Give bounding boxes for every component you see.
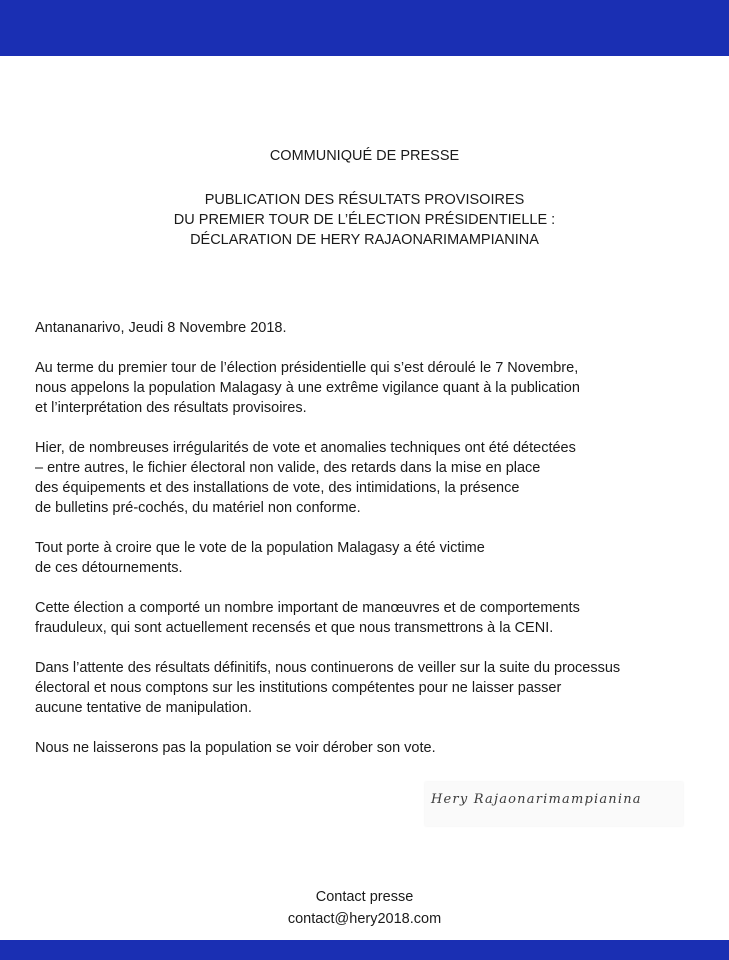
paragraph-line: Dans l’attente des résultats définitifs, nous continuerons de veiller sur la suite du processus [35,660,621,676]
paragraph-line: – entre autres, le fichier électoral non valide, des retards dans la mise en place [35,460,541,476]
paragraph-line: Tout porte à croire que le vote de la population Malagasy a été victime [35,540,485,556]
signature-block [425,782,683,826]
paragraph-line: Nous ne laisserons pas la population se voir dérober son vote. [35,740,436,756]
paragraph-line: électoral et nous comptons sur les institutions compétentes pour ne laisser passer [35,680,562,696]
paragraph [35,538,725,578]
paragraph [35,738,725,758]
paragraph [35,438,725,518]
press-release-heading: COMMUNIQUÉ DE PRESSE [269,148,460,164]
paragraph-line: frauduleux, qui sont actuellement recensés et que nous transmettrons à la CENI. [35,620,554,636]
signature: Hery Rajaonarimampianina [431,792,642,807]
paragraph-line: Cette élection a comporté un nombre important de manœuvres et de comportements [35,600,580,616]
paragraph-line: Au terme du premier tour de l’élection présidentielle qui s’est déroulé le 7 Novembre, [35,360,579,376]
contact-email: contact@hery2018.com [287,911,442,927]
title-line: DÉCLARATION DE HERY RAJAONARIMAMPIANINA [190,232,539,248]
paragraph-line: de ces détournements. [35,560,183,576]
title-line: PUBLICATION DES RÉSULTATS PROVISOIRES [204,192,525,208]
contact-label: Contact presse [315,889,414,905]
paragraph-line: des équipements et des installations de vote, des intimidations, la présence [35,480,520,496]
paragraph [35,358,725,418]
press-release-title [0,190,729,250]
paragraph-line: et l’interprétation des résultats provisoires. [35,400,307,416]
document-body [35,318,725,778]
top-color-band [0,0,729,56]
paragraph-line: nous appelons la population Malagasy à une extrême vigilance quant à la publication [35,380,580,396]
bottom-color-band [0,940,729,960]
paragraph-line: Hier, de nombreuses irrégularités de vote et anomalies techniques ont été détectées [35,440,576,456]
contact-block [0,886,729,930]
paragraph [35,658,725,718]
dateline [35,318,725,338]
dateline-text: Antananarivo, Jeudi 8 Novembre 2018. [35,320,287,336]
document-header [0,146,729,250]
paragraph [35,598,725,638]
title-line: DU PREMIER TOUR DE L’ÉLECTION PRÉSIDENTIELLE : [173,212,556,228]
paragraph-line: aucune tentative de manipulation. [35,700,252,716]
paragraph-line: de bulletins pré-cochés, du matériel non conforme. [35,500,361,516]
